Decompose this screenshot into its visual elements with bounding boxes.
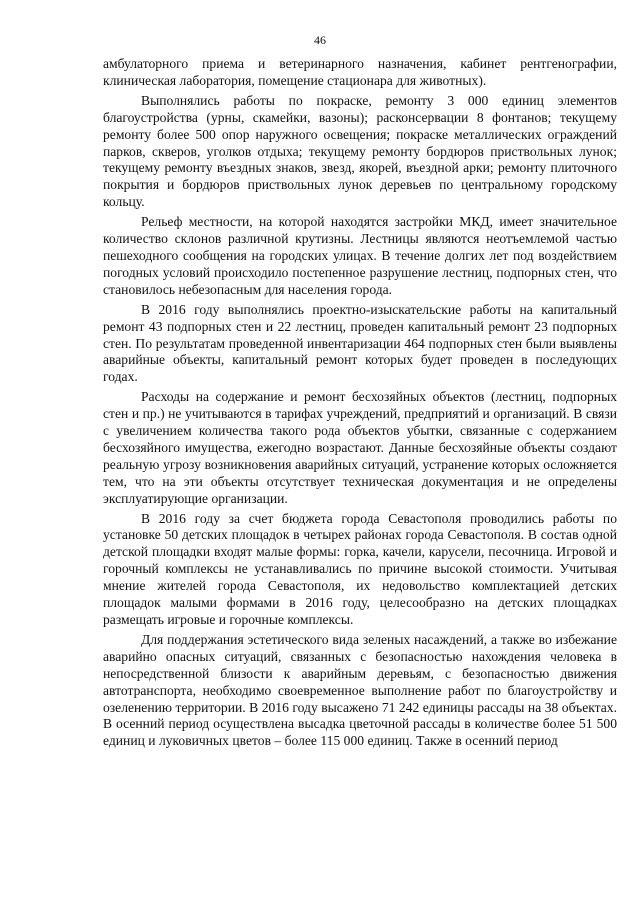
paragraph-continuation: амбулаторного приема и ветеринарного назначения, кабинет рентгенографии, клиническая лаборатория, помещение стационара для животных). [103,56,617,88]
document-body [103,56,617,753]
paragraph-improvement-works: Выполнялись работы по покраске, ремонту 3 000 единиц элементов благоустройства (урны, скамейки, вазоны); расконсервации 8 фонтанов; текущему ремонту более 500 опор наружного освещения; покраске металлических ограждений парков, скверов, уголков отдыха; текущему ремонту бордюров приствольных лунок; текущему ремонту въездных знаков, звезд, якорей, въездной арки; ремонту плиточного покрытия и бордюров приствольных лунок деревьев по центральному городскому кольцу. [103,92,617,210]
paragraph-retaining-walls: В 2016 году выполнялись проектно-изыскательские работы на капитальный ремонт 43 подпорных стен и 22 лестниц, проведен капитальный ремонт 23 подпорных стен. По результатам проведенной инвентаризации 464 подпорных стен были выявлены аварийные объекты, капитальный ремонт которых будет проведен в последующих годах. [103,301,617,385]
paragraph-terrain-stairs: Рельеф местности, на которой находятся застройки МКД, имеет значительное количество склонов различной крутизны. Лестницы являются неотъемлемой частью пешеходного сообщения на городских улицах. В течение долгих лет под воздействием погодных условий происходило постепенное разрушение лестниц, подпорных стен, что становилось небезопасным для населения города. [103,214,617,297]
paragraph-green-spaces: Для поддержания эстетического вида зеленых насаждений, а также во избежание аварийно опасных ситуаций, связанных с безопасностью нахождения человека в непосредственной близости к аварийным деревьям, с безопасностью движения автотранспорта, необходимо своевременное выполнение работ по благоустройству и озеленению территории. В 2016 году высажено 71 242 единицы рассады на 38 объектах. В осенний период осуществлена высадка цветочной рассады в количестве более 51 500 единиц и луковичных цветов – более 115 000 единиц. Также в осенний период [103,631,617,749]
page-number: 46 [314,33,326,47]
paragraph-playgrounds: В 2016 году за счет бюджета города Севастополя проводились работы по установке 50 детских площадок в четырех районах города Севастополя. В состав одной детской площадки входят малые формы: горка, качели, карусели, песочница. Игровой и горочный комплексы не устанавливались по причине высокой стоимости. Учитывая мнение жителей города Севастополя, их недовольство комплектацией детских площадок малыми формами в 2016 году, целесообразно на детских площадках размещать игровые и горочные комплексы. [103,510,617,627]
paragraph-ownerless-objects: Расходы на содержание и ремонт бесхозяйных объектов (лестниц, подпорных стен и пр.) не учитываются в тарифах учреждений, предприятий и организаций. В связи с увеличением количества такого рода объектов убытки, связанные с содержанием бесхозяйного имущества, ежегодно возрастают. Данные бесхозяйные объекты создают реальную угрозу возникновения аварийных ситуаций, устранение которых осложняется тем, что на эти объекты отсутствует техническая документация и не определены эксплуатирующие организации. [103,389,617,506]
